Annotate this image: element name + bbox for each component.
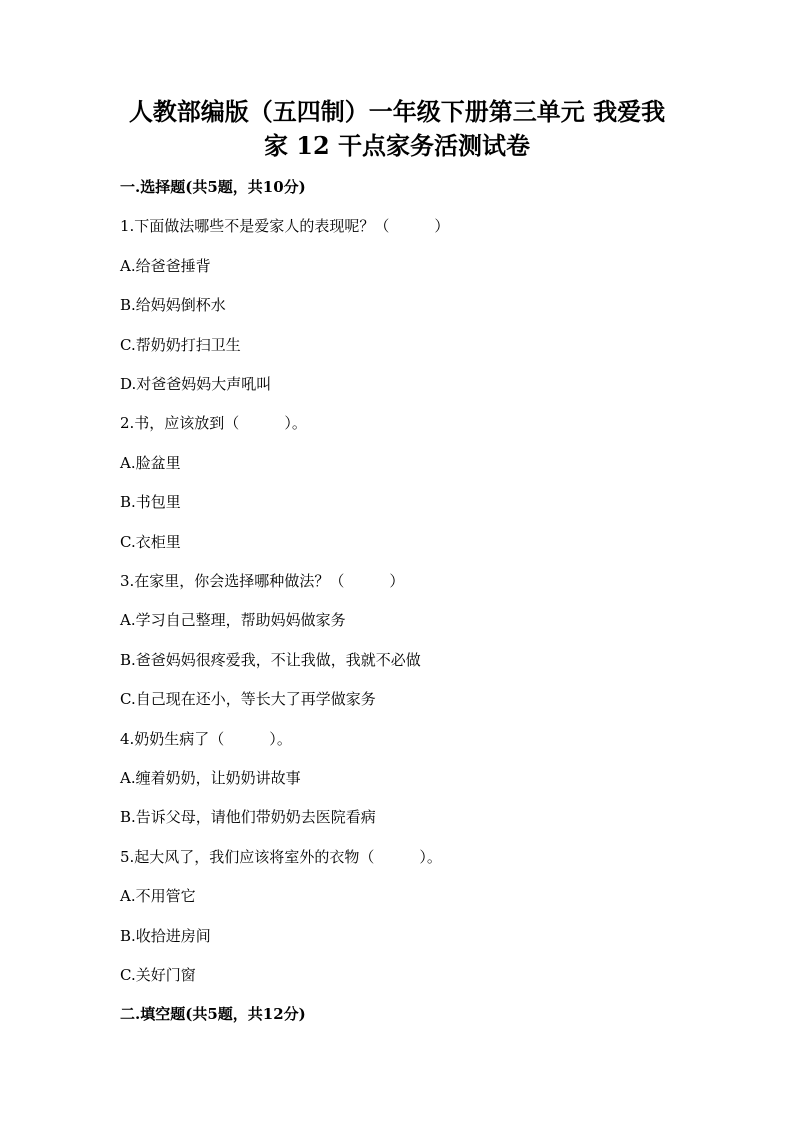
section-heading-choice: 一.选择题(共5题，共10分) [120,178,306,196]
question-1-stem: 1.下面做法哪些不是爱家人的表现呢？（ ） [120,217,450,235]
section-heading-fill-blank: 二.填空题(共5题，共12分) [120,1005,306,1023]
question-3-stem: 3.在家里，你会选择哪种做法？（ ） [120,572,405,590]
question-1-option-c: C.帮奶奶打扫卫生 [120,336,241,354]
question-3-option-c: C.自己现在还小，等长大了再学做家务 [120,690,376,708]
question-4-option-a: A.缠着奶奶，让奶奶讲故事 [120,769,301,787]
question-5-option-a: A.不用管它 [120,887,196,905]
question-4-option-b: B.告诉父母，请他们带奶奶去医院看病 [120,808,376,826]
question-4-stem: 4.奶奶生病了（ ）。 [120,730,292,748]
question-2-stem: 2.书，应该放到（ ）。 [120,414,307,432]
question-1-option-d: D.对爸爸妈妈大声吼叫 [120,375,272,393]
question-5-option-c: C.关好门窗 [120,966,196,984]
question-2-option-a: A.脸盆里 [120,454,181,472]
exam-title-line-2: 家 12 干点家务活测试卷 [263,131,531,160]
question-1-option-a: A.给爸爸捶背 [120,257,211,275]
question-5-option-b: B.收拾进房间 [120,927,211,945]
exam-title-line-1: 人教部编版（五四制）一年级下册第三单元 我爱我 [128,97,666,126]
question-2-option-b: B.书包里 [120,493,181,511]
question-3-option-b: B.爸爸妈妈很疼爱我，不让我做，我就不必做 [120,651,421,669]
question-1-option-b: B.给妈妈倒杯水 [120,296,226,314]
question-2-option-c: C.衣柜里 [120,533,181,551]
question-3-option-a: A.学习自己整理，帮助妈妈做家务 [120,611,346,629]
question-5-stem: 5.起大风了，我们应该将室外的衣物（ ）。 [120,848,442,866]
